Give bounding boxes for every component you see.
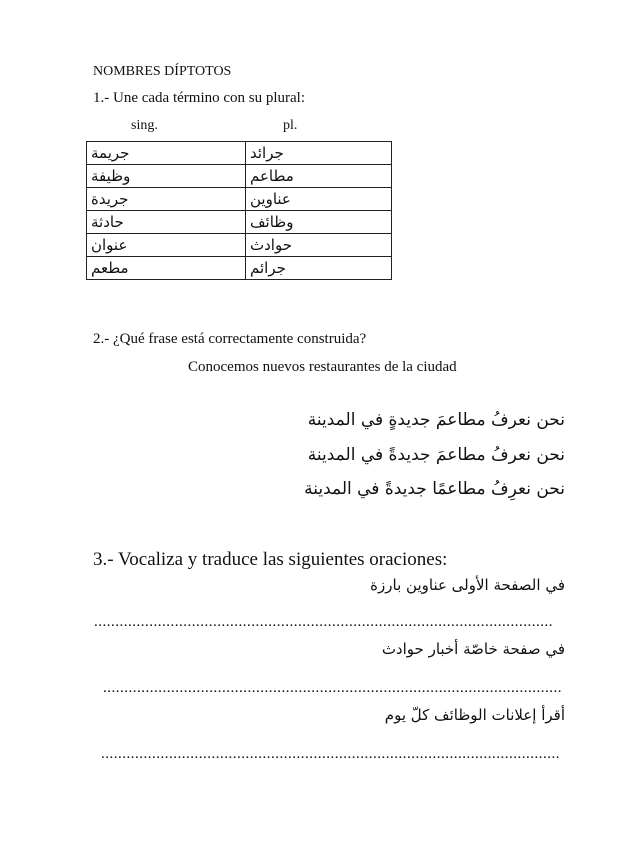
answer-line-1: ............................................................................................................ xyxy=(94,614,553,630)
arabic-sentence-1: في الصفحة الأولى عناوين بارزة xyxy=(370,576,565,594)
sentence-option-3: نحن نعرِفُ مطاعمًا جديدةً في المدينة xyxy=(304,479,565,499)
column-header-plural: pl. xyxy=(283,118,298,133)
table-row xyxy=(87,257,392,280)
exercise-3-prompt: 3.- Vocaliza y traduce las siguientes oraciones: xyxy=(93,549,448,570)
plural-word: جرائد xyxy=(246,142,392,165)
plural-word: عناوين xyxy=(246,188,392,211)
plural-word: مطاعم xyxy=(246,165,392,188)
table-row xyxy=(87,211,392,234)
singular-word: مطعم xyxy=(87,257,246,280)
plural-word: وظائف xyxy=(246,211,392,234)
table-row xyxy=(87,142,392,165)
sentence-option-1: نحن نعرفُ مطاعمَ جديدةٍ في المدينة xyxy=(307,410,565,430)
column-header-singular: sing. xyxy=(131,118,158,133)
arabic-sentence-2: في صفحة خاصّة أخبار حوادث xyxy=(381,640,565,658)
sentence-option-2: نحن نعرفُ مطاعمَ جديدةً في المدينة xyxy=(307,445,565,465)
table-row xyxy=(87,234,392,257)
singular-word: عنوان xyxy=(87,234,246,257)
worksheet-title: NOMBRES DÍPTOTOS xyxy=(93,64,232,79)
answer-line-3: ............................................................................................................ xyxy=(101,746,560,762)
arabic-sentence-3: أقرأ إعلانات الوظائف كلّ يوم xyxy=(384,706,565,724)
table-row xyxy=(87,165,392,188)
singular-word: جريدة xyxy=(87,188,246,211)
answer-line-2: ............................................................................................................ xyxy=(103,680,562,696)
table-row xyxy=(87,188,392,211)
singular-word: جريمة xyxy=(87,142,246,165)
exercise-2-prompt: 2.- ¿Qué frase está correctamente construida? xyxy=(93,331,367,347)
matching-table xyxy=(86,141,392,280)
singular-word: حادثة xyxy=(87,211,246,234)
singular-word: وظيفة xyxy=(87,165,246,188)
plural-word: جرائم xyxy=(246,257,392,280)
exercise-1-prompt: 1.- Une cada término con su plural: xyxy=(93,90,306,106)
plural-word: حوادث xyxy=(246,234,392,257)
spanish-sentence: Conocemos nuevos restaurantes de la ciudad xyxy=(188,359,457,375)
